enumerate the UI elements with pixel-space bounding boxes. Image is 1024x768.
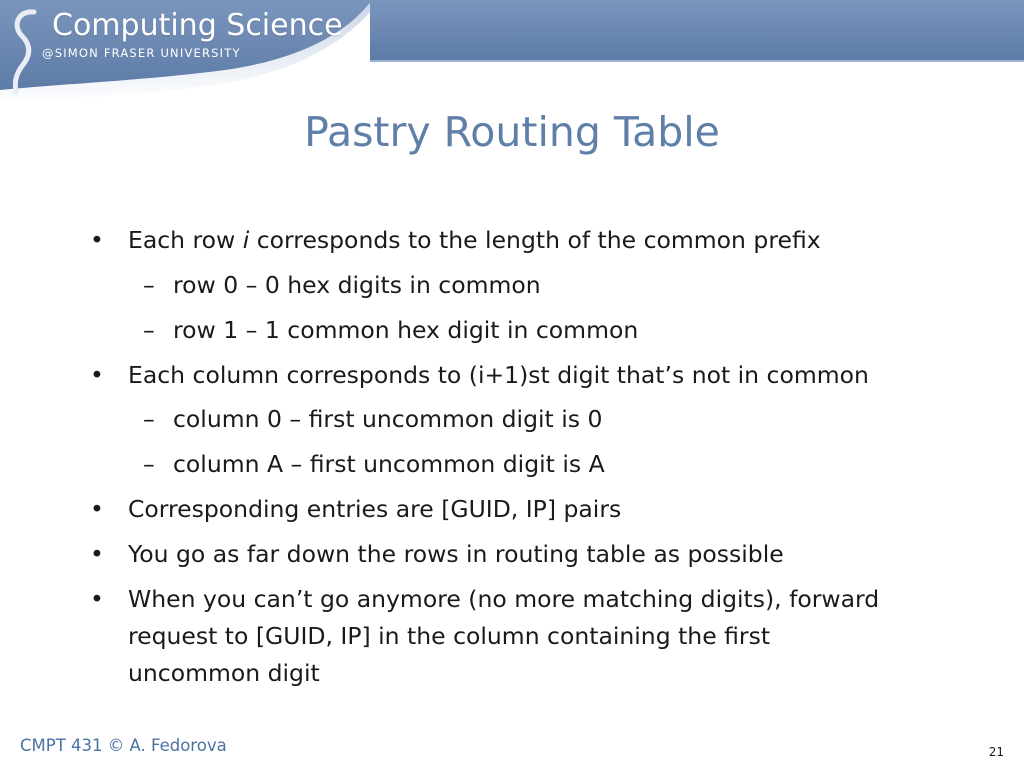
logo-title: Computing Science xyxy=(52,8,343,43)
bullet-text: Each row xyxy=(128,226,243,254)
bullet-marker: • xyxy=(90,361,104,389)
bullet-text: You go as far down the rows in routing table as possible xyxy=(128,540,784,568)
sub-bullet-item xyxy=(143,312,639,349)
sub-bullet-text: column A – first uncommon digit is A xyxy=(173,450,605,478)
bullet-marker: • xyxy=(90,585,104,613)
bullet-text: corresponds to the length of the common prefix xyxy=(249,226,821,254)
slide-title: Pastry Routing Table xyxy=(304,108,720,156)
sub-bullet-text: row 1 – 1 common hex digit in common xyxy=(173,316,639,344)
bullet-text-line: When you can’t go anymore (no more matching digits), forward xyxy=(128,585,880,613)
bullet-text-line: request to [GUID, IP] in the column containing the first xyxy=(128,622,771,650)
dash-marker: – xyxy=(143,316,155,344)
page-number: 21 xyxy=(988,745,1004,759)
bullet-item xyxy=(90,536,784,573)
bullet-text: Each column corresponds to (i+1)st digit that’s not in common xyxy=(128,361,869,389)
sub-bullet-text: column 0 – first uncommon digit is 0 xyxy=(173,405,603,433)
bullet-text: Corresponding entries are [GUID, IP] pairs xyxy=(128,495,622,523)
header-banner xyxy=(0,0,1024,110)
sub-bullet-item xyxy=(143,267,541,304)
bullet-text-line: uncommon digit xyxy=(128,659,320,687)
logo-subtitle: @SIMON FRASER UNIVERSITY xyxy=(42,46,241,60)
bullet-item xyxy=(90,491,622,528)
bullet-item xyxy=(90,581,880,692)
sub-bullet-item xyxy=(143,401,603,438)
bullet-marker: • xyxy=(90,540,104,568)
bullet-marker: • xyxy=(90,495,104,523)
sub-bullet-item xyxy=(143,446,605,483)
bullet-item xyxy=(90,357,869,394)
dash-marker: – xyxy=(143,271,155,299)
sub-bullet-text: row 0 – 0 hex digits in common xyxy=(173,271,541,299)
dash-marker: – xyxy=(143,405,155,433)
bullet-marker: • xyxy=(90,226,104,254)
bullet-text-italic: i xyxy=(242,226,250,254)
dash-marker: – xyxy=(143,450,155,478)
footer-course: CMPT 431 © A. Fedorova xyxy=(20,736,227,755)
bullet-item xyxy=(90,222,821,259)
